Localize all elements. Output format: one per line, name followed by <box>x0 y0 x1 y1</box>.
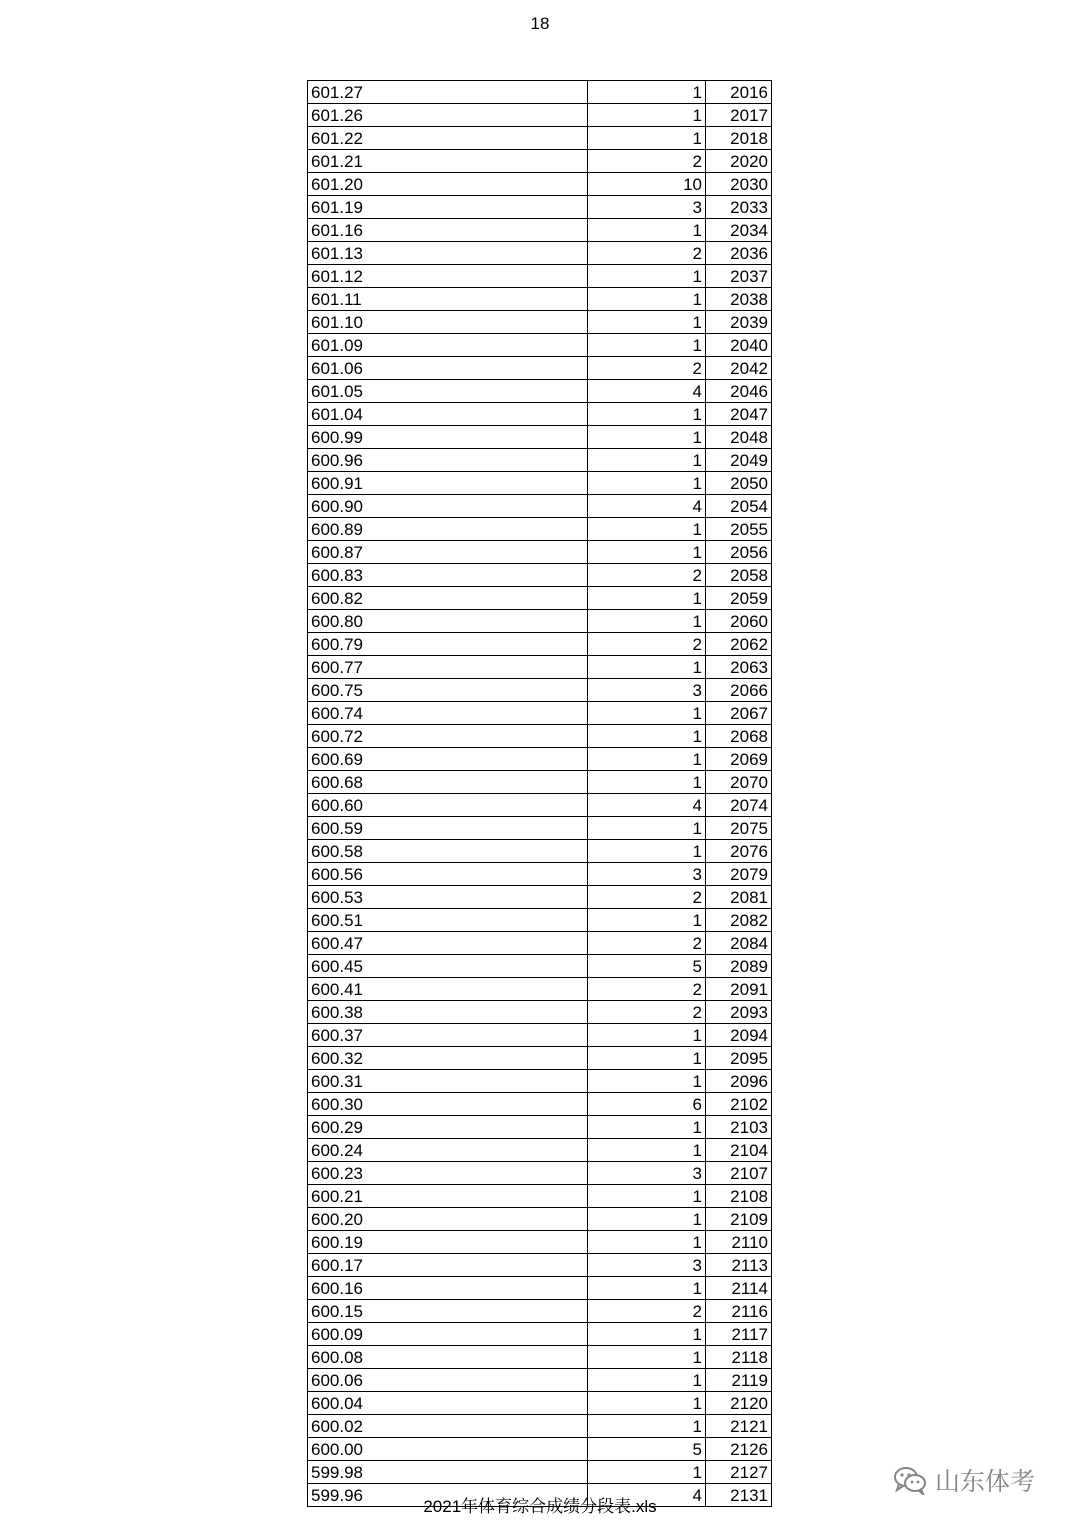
table-row <box>308 311 772 334</box>
table-row <box>308 127 772 150</box>
cell-cumulative: 2107 <box>706 1162 772 1185</box>
cell-count: 3 <box>588 1254 706 1277</box>
cell-cumulative: 2063 <box>706 656 772 679</box>
cell-count: 1 <box>588 587 706 610</box>
cell-cumulative: 2108 <box>706 1185 772 1208</box>
cell-cumulative: 2093 <box>706 1001 772 1024</box>
cell-count: 2 <box>588 1001 706 1024</box>
cell-count: 1 <box>588 1208 706 1231</box>
cell-score: 600.37 <box>308 1024 588 1047</box>
cell-count: 1 <box>588 1277 706 1300</box>
cell-score: 601.09 <box>308 334 588 357</box>
cell-score: 600.45 <box>308 955 588 978</box>
cell-cumulative: 2060 <box>706 610 772 633</box>
cell-cumulative: 2116 <box>706 1300 772 1323</box>
cell-count: 2 <box>588 1300 706 1323</box>
table-row <box>308 380 772 403</box>
watermark-text: 山东体考 <box>935 1468 1036 1496</box>
cell-score: 601.26 <box>308 104 588 127</box>
cell-score: 600.06 <box>308 1369 588 1392</box>
cell-cumulative: 2094 <box>706 1024 772 1047</box>
cell-cumulative: 2017 <box>706 104 772 127</box>
cell-count: 1 <box>588 1185 706 1208</box>
cell-score: 601.21 <box>308 150 588 173</box>
cell-count: 1 <box>588 104 706 127</box>
table-row <box>308 1254 772 1277</box>
cell-score: 600.32 <box>308 1047 588 1070</box>
cell-count: 2 <box>588 633 706 656</box>
cell-score: 601.20 <box>308 173 588 196</box>
cell-score: 600.51 <box>308 909 588 932</box>
cell-cumulative: 2081 <box>706 886 772 909</box>
cell-score: 600.56 <box>308 863 588 886</box>
cell-cumulative: 2074 <box>706 794 772 817</box>
cell-count: 1 <box>588 1070 706 1093</box>
cell-score: 601.16 <box>308 219 588 242</box>
cell-count: 1 <box>588 472 706 495</box>
cell-cumulative: 2069 <box>706 748 772 771</box>
cell-count: 1 <box>588 449 706 472</box>
cell-count: 1 <box>588 311 706 334</box>
table-row <box>308 1047 772 1070</box>
table-row <box>308 1024 772 1047</box>
cell-score: 600.15 <box>308 1300 588 1323</box>
cell-count: 1 <box>588 909 706 932</box>
cell-count: 1 <box>588 1369 706 1392</box>
cell-count: 2 <box>588 978 706 1001</box>
cell-score: 600.96 <box>308 449 588 472</box>
cell-cumulative: 2068 <box>706 725 772 748</box>
cell-cumulative: 2066 <box>706 679 772 702</box>
cell-cumulative: 2054 <box>706 495 772 518</box>
table-row <box>308 242 772 265</box>
cell-count: 1 <box>588 1461 706 1484</box>
table-row <box>308 1369 772 1392</box>
cell-count: 1 <box>588 610 706 633</box>
cell-cumulative: 2047 <box>706 403 772 426</box>
cell-cumulative: 2030 <box>706 173 772 196</box>
cell-count: 1 <box>588 541 706 564</box>
cell-count: 10 <box>588 173 706 196</box>
cell-score: 600.09 <box>308 1323 588 1346</box>
table-row <box>308 909 772 932</box>
cell-cumulative: 2018 <box>706 127 772 150</box>
cell-count: 2 <box>588 242 706 265</box>
table-row <box>308 817 772 840</box>
cell-cumulative: 2131 <box>706 1484 772 1507</box>
cell-count: 2 <box>588 886 706 909</box>
cell-cumulative: 2040 <box>706 334 772 357</box>
cell-count: 1 <box>588 748 706 771</box>
table-row <box>308 518 772 541</box>
cell-cumulative: 2110 <box>706 1231 772 1254</box>
cell-count: 1 <box>588 1323 706 1346</box>
cell-count: 4 <box>588 794 706 817</box>
table-row <box>308 219 772 242</box>
cell-score: 600.47 <box>308 932 588 955</box>
cell-score: 600.83 <box>308 564 588 587</box>
cell-cumulative: 2037 <box>706 265 772 288</box>
cell-score: 600.04 <box>308 1392 588 1415</box>
cell-score: 600.31 <box>308 1070 588 1093</box>
cell-score: 600.20 <box>308 1208 588 1231</box>
cell-score: 600.90 <box>308 495 588 518</box>
cell-count: 2 <box>588 150 706 173</box>
page-number: 18 <box>530 14 550 33</box>
table-row <box>308 449 772 472</box>
cell-cumulative: 2055 <box>706 518 772 541</box>
cell-cumulative: 2050 <box>706 472 772 495</box>
cell-score: 601.04 <box>308 403 588 426</box>
cell-cumulative: 2102 <box>706 1093 772 1116</box>
cell-count: 1 <box>588 265 706 288</box>
watermark <box>893 1462 1035 1498</box>
table-row <box>308 1139 772 1162</box>
table-row <box>308 1231 772 1254</box>
cell-count: 1 <box>588 219 706 242</box>
table-row <box>308 104 772 127</box>
cell-count: 4 <box>588 1484 706 1507</box>
table-row <box>308 886 772 909</box>
cell-score: 600.24 <box>308 1139 588 1162</box>
table-row <box>308 610 772 633</box>
cell-cumulative: 2048 <box>706 426 772 449</box>
cell-count: 1 <box>588 817 706 840</box>
cell-cumulative: 2038 <box>706 288 772 311</box>
cell-score: 600.87 <box>308 541 588 564</box>
cell-score: 600.99 <box>308 426 588 449</box>
cell-count: 2 <box>588 564 706 587</box>
cell-score: 600.53 <box>308 886 588 909</box>
cell-count: 3 <box>588 679 706 702</box>
cell-count: 1 <box>588 1047 706 1070</box>
cell-cumulative: 2075 <box>706 817 772 840</box>
table-row <box>308 196 772 219</box>
cell-score: 600.82 <box>308 587 588 610</box>
cell-cumulative: 2033 <box>706 196 772 219</box>
cell-cumulative: 2056 <box>706 541 772 564</box>
cell-count: 4 <box>588 380 706 403</box>
cell-score: 600.08 <box>308 1346 588 1369</box>
cell-cumulative: 2118 <box>706 1346 772 1369</box>
cell-cumulative: 2109 <box>706 1208 772 1231</box>
table-row <box>308 1438 772 1461</box>
cell-score: 601.22 <box>308 127 588 150</box>
table-row <box>308 288 772 311</box>
table-row <box>308 1093 772 1116</box>
cell-cumulative: 2127 <box>706 1461 772 1484</box>
cell-score: 600.00 <box>308 1438 588 1461</box>
cell-cumulative: 2119 <box>706 1369 772 1392</box>
table-row <box>308 587 772 610</box>
table-row <box>308 173 772 196</box>
cell-cumulative: 2113 <box>706 1254 772 1277</box>
table-row <box>308 656 772 679</box>
cell-cumulative: 2079 <box>706 863 772 886</box>
table-row <box>308 1346 772 1369</box>
cell-cumulative: 2067 <box>706 702 772 725</box>
score-table-body <box>308 81 772 1507</box>
cell-cumulative: 2058 <box>706 564 772 587</box>
cell-score: 600.58 <box>308 840 588 863</box>
cell-cumulative: 2062 <box>706 633 772 656</box>
table-row <box>308 932 772 955</box>
table-row <box>308 150 772 173</box>
cell-score: 600.72 <box>308 725 588 748</box>
cell-count: 1 <box>588 81 706 104</box>
table-row <box>308 357 772 380</box>
cell-cumulative: 2049 <box>706 449 772 472</box>
cell-score: 601.27 <box>308 81 588 104</box>
cell-score: 600.74 <box>308 702 588 725</box>
cell-cumulative: 2084 <box>706 932 772 955</box>
cell-score: 599.96 <box>308 1484 588 1507</box>
cell-score: 600.75 <box>308 679 588 702</box>
cell-score: 600.59 <box>308 817 588 840</box>
cell-score: 600.21 <box>308 1185 588 1208</box>
cell-count: 1 <box>588 1346 706 1369</box>
table-row <box>308 541 772 564</box>
cell-cumulative: 2042 <box>706 357 772 380</box>
cell-score: 600.23 <box>308 1162 588 1185</box>
cell-count: 1 <box>588 702 706 725</box>
table-row <box>308 955 772 978</box>
cell-score: 601.13 <box>308 242 588 265</box>
table-row <box>308 1323 772 1346</box>
table-row <box>308 633 772 656</box>
cell-count: 2 <box>588 357 706 380</box>
table-row <box>308 748 772 771</box>
cell-cumulative: 2034 <box>706 219 772 242</box>
cell-score: 600.41 <box>308 978 588 1001</box>
cell-count: 6 <box>588 1093 706 1116</box>
cell-cumulative: 2117 <box>706 1323 772 1346</box>
cell-score: 600.17 <box>308 1254 588 1277</box>
table-row <box>308 1070 772 1093</box>
cell-count: 5 <box>588 1438 706 1461</box>
cell-score: 601.05 <box>308 380 588 403</box>
cell-count: 2 <box>588 932 706 955</box>
cell-cumulative: 2082 <box>706 909 772 932</box>
cell-count: 3 <box>588 1162 706 1185</box>
cell-score: 600.68 <box>308 771 588 794</box>
table-row <box>308 1461 772 1484</box>
cell-count: 1 <box>588 1139 706 1162</box>
cell-cumulative: 2120 <box>706 1392 772 1415</box>
cell-cumulative: 2095 <box>706 1047 772 1070</box>
cell-score: 600.29 <box>308 1116 588 1139</box>
table-row <box>308 1300 772 1323</box>
table-row <box>308 1277 772 1300</box>
cell-count: 1 <box>588 127 706 150</box>
table-row <box>308 472 772 495</box>
cell-count: 4 <box>588 495 706 518</box>
cell-count: 1 <box>588 1415 706 1438</box>
cell-score: 600.16 <box>308 1277 588 1300</box>
cell-score: 601.19 <box>308 196 588 219</box>
table-row <box>308 794 772 817</box>
table-row <box>308 403 772 426</box>
cell-score: 600.19 <box>308 1231 588 1254</box>
cell-cumulative: 2091 <box>706 978 772 1001</box>
cell-score: 600.80 <box>308 610 588 633</box>
cell-count: 1 <box>588 518 706 541</box>
cell-count: 3 <box>588 863 706 886</box>
cell-score: 599.98 <box>308 1461 588 1484</box>
footer-filename: 2021年体育综合成绩分段表.xls <box>423 1497 657 1516</box>
table-row <box>308 1208 772 1231</box>
cell-cumulative: 2096 <box>706 1070 772 1093</box>
cell-score: 600.79 <box>308 633 588 656</box>
cell-score: 600.60 <box>308 794 588 817</box>
cell-count: 1 <box>588 725 706 748</box>
cell-score: 600.89 <box>308 518 588 541</box>
wechat-icon <box>893 1465 927 1495</box>
table-row <box>308 863 772 886</box>
cell-score: 600.02 <box>308 1415 588 1438</box>
table-row <box>308 1162 772 1185</box>
cell-count: 1 <box>588 288 706 311</box>
table-row <box>308 334 772 357</box>
cell-score: 600.30 <box>308 1093 588 1116</box>
cell-cumulative: 2121 <box>706 1415 772 1438</box>
cell-score: 601.12 <box>308 265 588 288</box>
cell-count: 1 <box>588 771 706 794</box>
table-row <box>308 1392 772 1415</box>
cell-count: 3 <box>588 196 706 219</box>
table-row <box>308 426 772 449</box>
cell-cumulative: 2046 <box>706 380 772 403</box>
table-row <box>308 564 772 587</box>
cell-count: 1 <box>588 1116 706 1139</box>
cell-cumulative: 2103 <box>706 1116 772 1139</box>
cell-count: 1 <box>588 1024 706 1047</box>
score-table <box>307 80 772 1507</box>
cell-count: 5 <box>588 955 706 978</box>
cell-cumulative: 2089 <box>706 955 772 978</box>
cell-cumulative: 2126 <box>706 1438 772 1461</box>
cell-count: 1 <box>588 426 706 449</box>
table-row <box>308 840 772 863</box>
table-row <box>308 978 772 1001</box>
table-row <box>308 81 772 104</box>
cell-score: 601.06 <box>308 357 588 380</box>
table-row <box>308 1185 772 1208</box>
cell-count: 1 <box>588 1392 706 1415</box>
cell-score: 601.10 <box>308 311 588 334</box>
cell-cumulative: 2059 <box>706 587 772 610</box>
cell-cumulative: 2114 <box>706 1277 772 1300</box>
table-row <box>308 1001 772 1024</box>
cell-score: 600.69 <box>308 748 588 771</box>
cell-count: 1 <box>588 840 706 863</box>
table-row <box>308 1415 772 1438</box>
cell-count: 1 <box>588 656 706 679</box>
cell-cumulative: 2039 <box>706 311 772 334</box>
cell-cumulative: 2036 <box>706 242 772 265</box>
cell-cumulative: 2104 <box>706 1139 772 1162</box>
cell-cumulative: 2020 <box>706 150 772 173</box>
cell-count: 1 <box>588 1231 706 1254</box>
cell-score: 600.91 <box>308 472 588 495</box>
table-row <box>308 771 772 794</box>
cell-cumulative: 2070 <box>706 771 772 794</box>
cell-score: 600.77 <box>308 656 588 679</box>
cell-cumulative: 2076 <box>706 840 772 863</box>
cell-score: 601.11 <box>308 288 588 311</box>
cell-count: 1 <box>588 403 706 426</box>
table-row <box>308 679 772 702</box>
table-row <box>308 1116 772 1139</box>
table-row <box>308 495 772 518</box>
table-row <box>308 725 772 748</box>
table-row <box>308 265 772 288</box>
cell-score: 600.38 <box>308 1001 588 1024</box>
table-row <box>308 702 772 725</box>
cell-count: 1 <box>588 334 706 357</box>
cell-cumulative: 2016 <box>706 81 772 104</box>
